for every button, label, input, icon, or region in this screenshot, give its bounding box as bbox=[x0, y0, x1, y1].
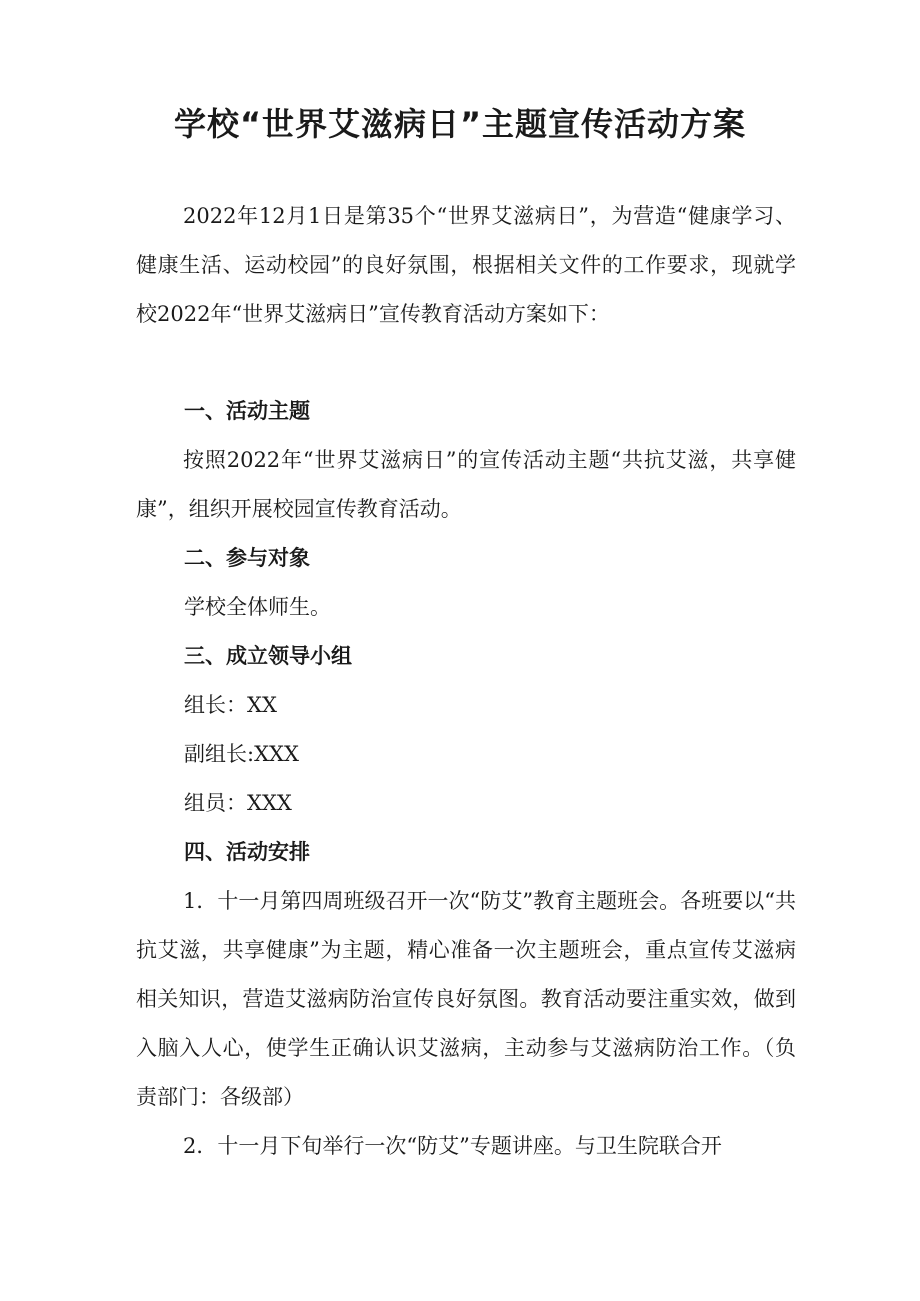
members-line: 组员：XXX bbox=[184, 791, 292, 815]
section-heading-participants: 二、参与对象 bbox=[184, 546, 310, 570]
section-heading-schedule: 四、活动安排 bbox=[184, 840, 310, 864]
participants-paragraph: 学校全体师生。 bbox=[184, 595, 331, 619]
intro-paragraph: 2022年12月1日是第35个“世界艾滋病日”，为营造“健康学习、健康生活、运动校园”的良好氛围，根据相关文件的工作要求，现就学校2022年“世界艾滋病日”宣传教育活动方案如下： bbox=[136, 204, 796, 326]
leader-line: 组长：XX bbox=[184, 693, 277, 717]
document-title: 学校“世界艾滋病日”主题宣传活动方案 bbox=[173, 105, 747, 143]
schedule-item-1: 1．十一月第四周班级召开一次“防艾”教育主题班会。各班要以“共抗艾滋，共享健康”为主题，精心准备一次主题班会，重点宣传艾滋病相关知识，营造艾滋病防治宣传良好氛图。教育活动要注重实效，做到入脑入人心，使学生正确认识艾滋病，主动参与艾滋病防治工作。（负责部门：各级部） bbox=[136, 889, 796, 1109]
section-heading-leadership: 三、成立领导小组 bbox=[184, 644, 352, 668]
deputy-leader-line: 副组长:XXX bbox=[184, 742, 299, 766]
section-heading-theme: 一、活动主题 bbox=[184, 399, 310, 423]
schedule-item-2: 2．十一月下旬举行一次“防艾”专题讲座。与卫生院联合开 bbox=[183, 1134, 722, 1158]
theme-paragraph: 按照2022年“世界艾滋病日”的宣传活动主题“共抗艾滋，共享健康”，组织开展校园宣传教育活动。 bbox=[136, 448, 796, 521]
